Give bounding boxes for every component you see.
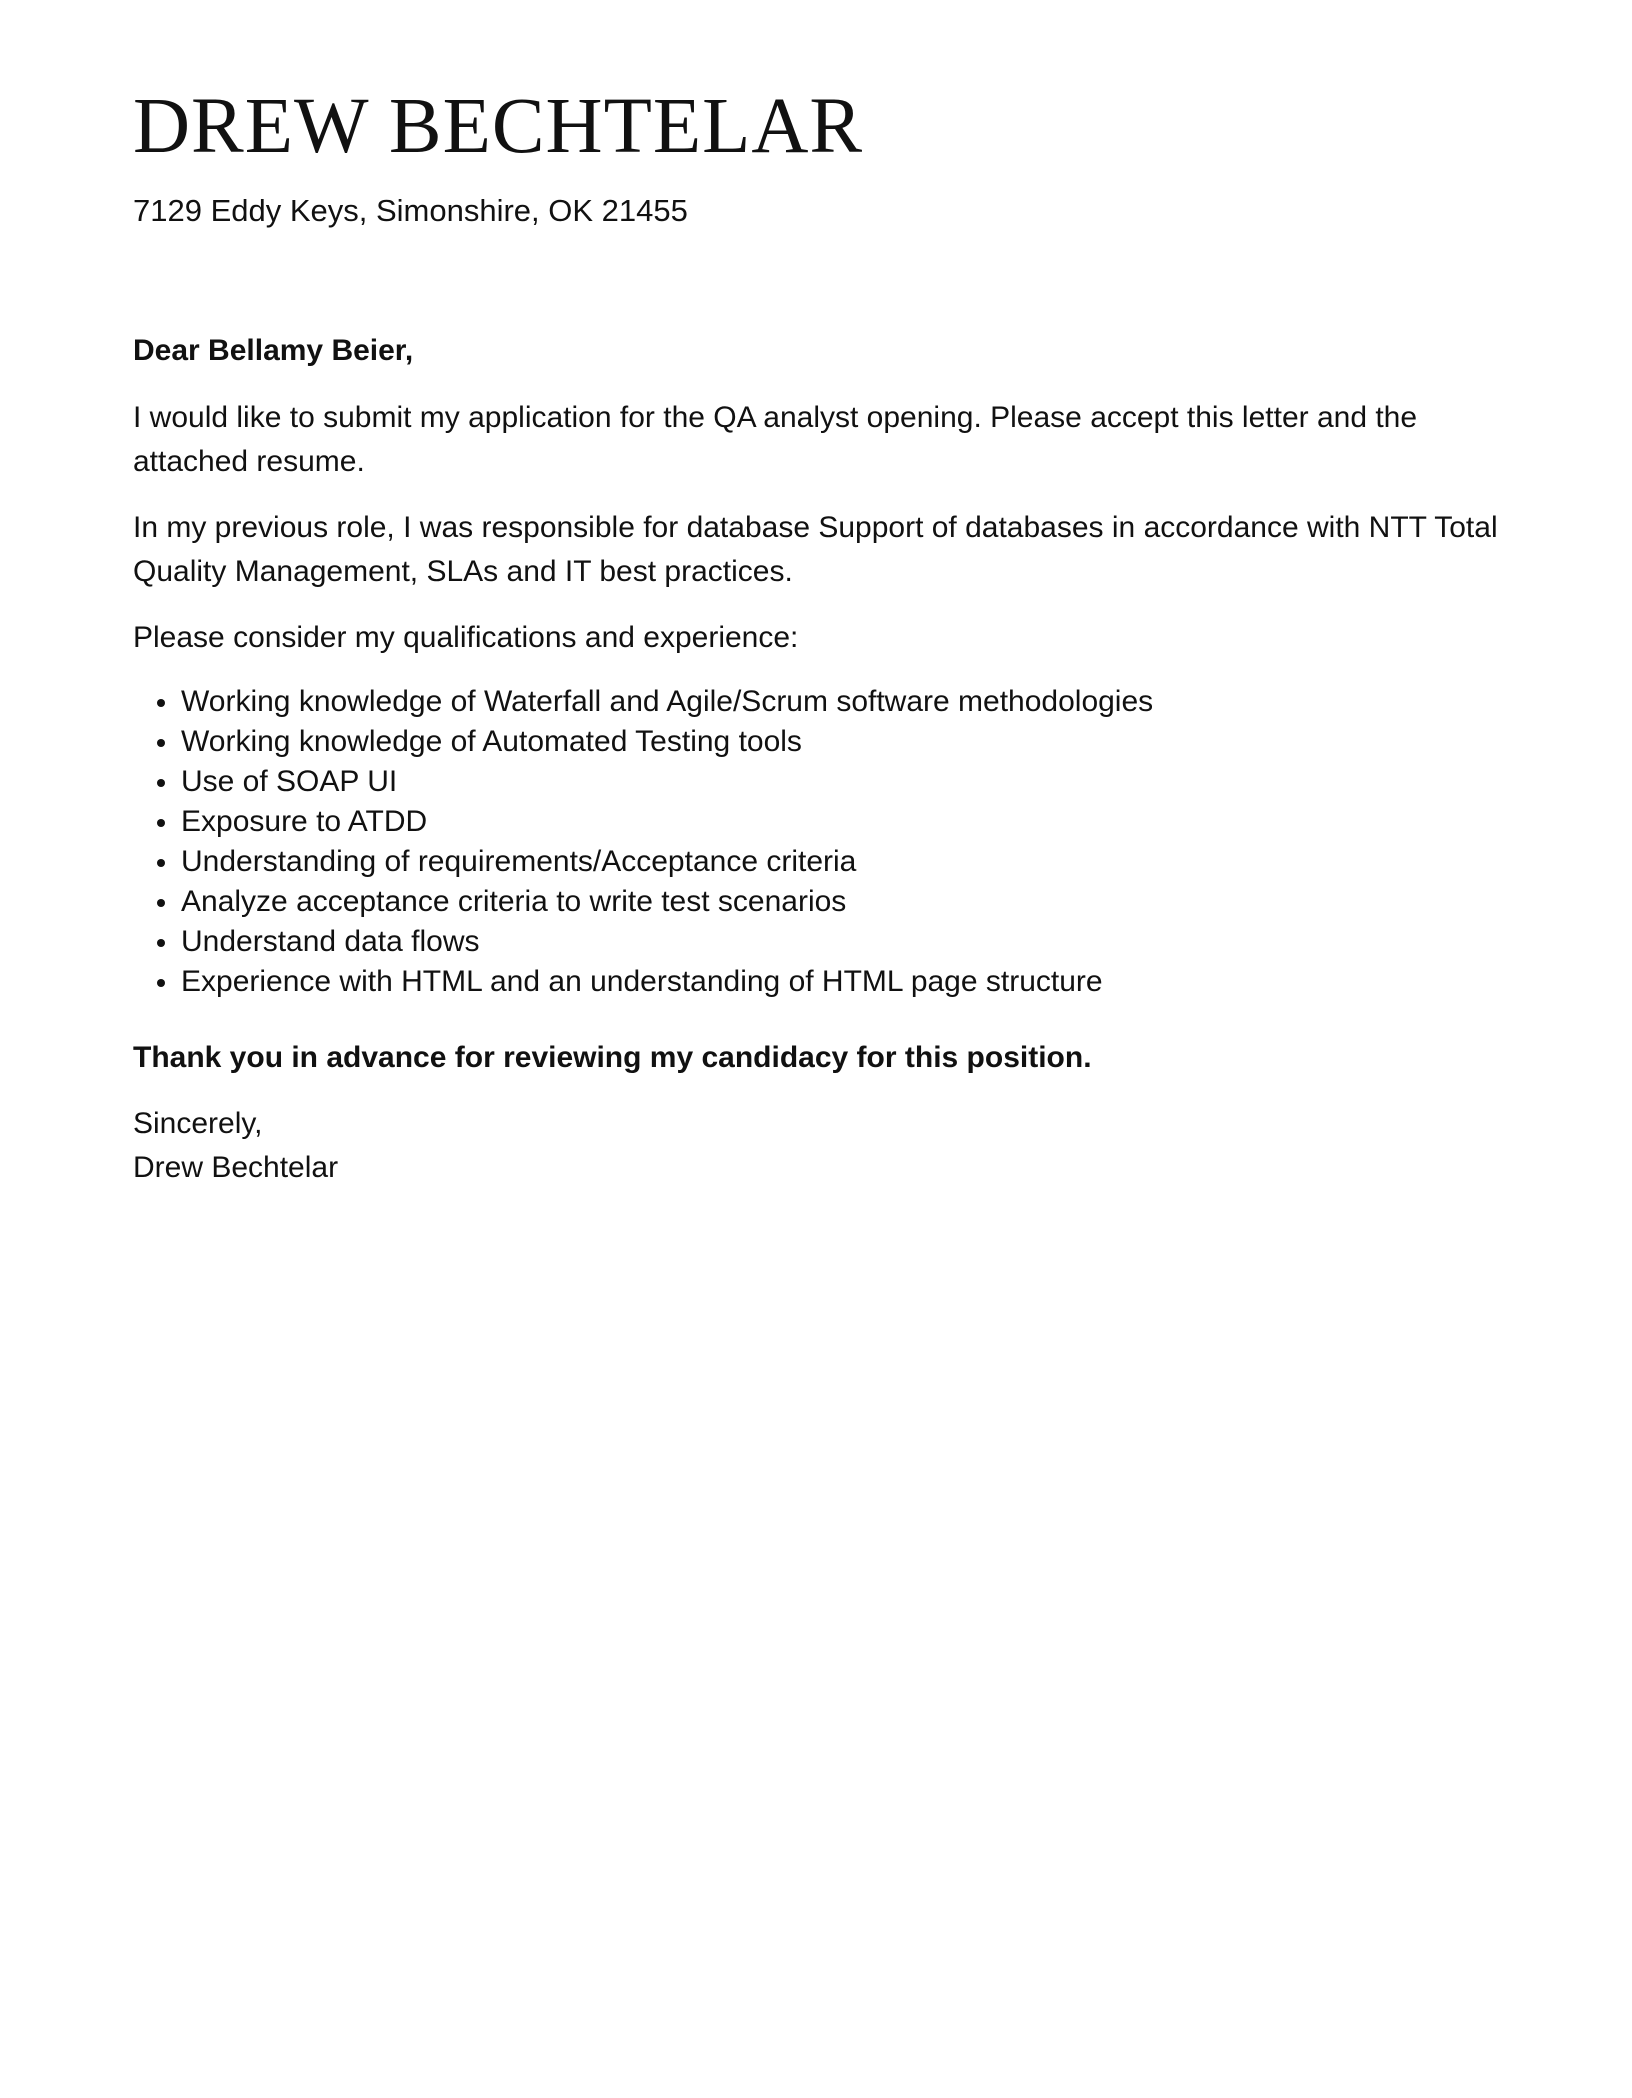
list-item: Working knowledge of Waterfall and Agile/Scrum software methodologies — [181, 682, 1499, 722]
signature: Drew Bechtelar — [133, 1151, 339, 1184]
applicant-address: 7129 Eddy Keys, Simonshire, OK 21455 — [133, 193, 688, 228]
letter-body — [133, 329, 1499, 1190]
qualifications-list — [133, 682, 1499, 1002]
list-item: Understanding of requirements/Acceptance criteria — [181, 842, 1499, 882]
signoff-block — [133, 1102, 1499, 1190]
list-item: Understand data flows — [181, 922, 1499, 962]
list-item: Experience with HTML and an understanding of HTML page structure — [181, 962, 1499, 1002]
signoff: Sincerely, — [133, 1107, 263, 1140]
list-item: Working knowledge of Automated Testing tools — [181, 722, 1499, 762]
qualifications-intro: Please consider my qualifications and experience: — [133, 621, 799, 654]
list-item: Use of SOAP UI — [181, 762, 1499, 802]
applicant-name: DREW BECHTELAR — [133, 83, 864, 170]
paragraph-previous-role: In my previous role, I was responsible for database Support of databases in accordance with NTT Total Quality Management, SLAs and IT best practices. — [133, 511, 1498, 588]
list-item: Analyze acceptance criteria to write test scenarios — [181, 882, 1499, 922]
paragraph-intro: I would like to submit my application for the QA analyst opening. Please accept this letter and the attached resume. — [133, 401, 1418, 478]
closing-statement: Thank you in advance for reviewing my candidacy for this position. — [133, 1041, 1092, 1074]
salutation: Dear Bellamy Beier, — [133, 334, 414, 367]
list-item: Exposure to ATDD — [181, 802, 1499, 842]
